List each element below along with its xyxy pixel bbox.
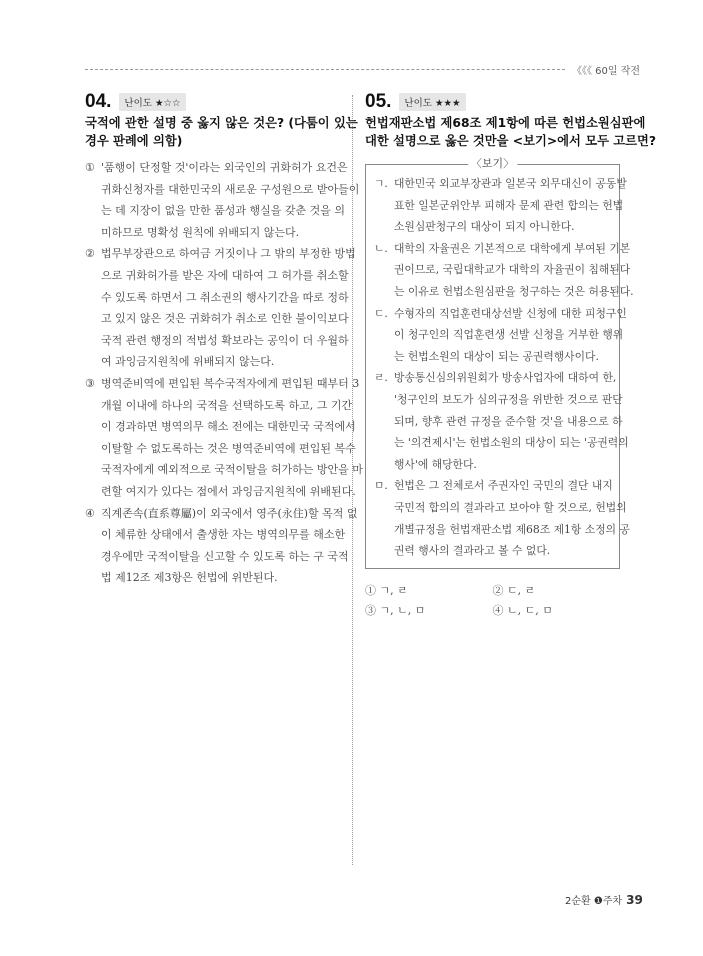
text-line: 방송통신심의위원회가 방송사업자에 대하여 한, xyxy=(394,371,617,385)
text-line: 권이므로, 국립대학교가 대학의 자율권이 침해된다 xyxy=(394,263,631,277)
text-line: 는 데 지장이 없을 만한 품성과 행실을 갖춘 것을 의 xyxy=(101,204,345,218)
text-line: 경우 판례에 의함) xyxy=(85,134,183,148)
text-line: '청구인의 보도가 심의규정을 위반한 것으로 판단 xyxy=(394,392,623,406)
running-title: 《《《 60일 작전 xyxy=(572,66,641,77)
example-item xyxy=(374,475,630,561)
text-line: 는 이유로 헌법소원심판을 청구하는 것은 허용된다. xyxy=(394,284,634,298)
text-line: 여 과잉금지원칙에 위배되지 않는다. xyxy=(101,355,275,369)
example-item-number: ㄹ. xyxy=(374,371,388,385)
text-line: 법무부장관으로 하여금 거짓이나 그 밖의 부정한 방법 xyxy=(101,247,356,261)
text-line: 표한 일본군위안부 피해자 문제 관련 합의는 헌법 xyxy=(394,198,624,212)
text-line: 개월 이내에 하나의 국적을 선택하도록 하고, 그 기간 xyxy=(101,398,353,412)
answer-choice[interactable]: ④ ㄴ, ㄷ, ㅁ xyxy=(492,603,553,617)
option-number: ② xyxy=(85,247,95,261)
text-line: 국적 관련 행정의 적법성 확보라는 공익이 더 우월하 xyxy=(101,333,349,347)
text-line: 련할 여지가 있다는 점에서 과잉금지원칙에 위배된다. xyxy=(101,484,356,498)
options-list xyxy=(85,157,363,589)
text-line: 헌법은 그 전체로서 주권자인 국민의 결단 내지 xyxy=(394,479,613,493)
text-line: 권력 행사의 결과라고 볼 수 없다. xyxy=(394,544,551,558)
example-item-number: ㄱ. xyxy=(374,177,388,190)
option[interactable] xyxy=(85,157,360,243)
page-footer xyxy=(565,892,643,907)
column-divider xyxy=(352,95,353,865)
text-line: 이 체류한 상태에서 출생한 자는 병역의무를 해소한 xyxy=(101,528,346,542)
example-item xyxy=(374,238,634,303)
text-line: 이 경과하면 병역의무 해소 전에는 대한민국 국적에서 xyxy=(101,420,356,434)
text-line: 행사'에 해당한다. xyxy=(394,457,477,471)
question-number: 05. xyxy=(365,91,392,112)
example-box xyxy=(365,157,634,569)
text-line: 병역준비역에 편입된 복수국적자에게 편입된 때부터 3 xyxy=(101,376,360,390)
header-rule xyxy=(85,69,565,70)
text-line: 는 헌법소원의 대상이 되는 공권력행사이다. xyxy=(394,349,599,363)
text-line: 수 있도록 하면서 그 취소권의 행사기간을 따로 정하 xyxy=(101,290,349,304)
text-line: 는 '의견제시'는 헌법소원의 대상이 되는 '공권력의 xyxy=(394,436,629,450)
question-text xyxy=(85,114,358,150)
text-line: 법 제12조 제3항은 헌법에 위반된다. xyxy=(101,571,278,585)
text-line: 대한민국 외교부장관과 일본국 외무대신이 공동발 xyxy=(394,177,627,190)
page-number: 39 xyxy=(626,893,643,907)
question-05 xyxy=(365,91,657,621)
text-line: 국적에 관한 설명 중 옳지 않은 것은? (다툼이 있는 xyxy=(85,116,358,130)
answer-choice[interactable]: ① ㄱ, ㄹ xyxy=(365,583,408,597)
text-line: 귀화신청자를 대한민국의 새로운 구성원으로 받아들이 xyxy=(101,182,360,196)
option-number: ③ xyxy=(85,376,95,390)
text-line: 미하므로 명확성 원칙에 위배되지 않는다. xyxy=(101,225,300,239)
text-line: 개별규정을 헌법재판소법 제68조 제1항 소정의 공 xyxy=(394,522,630,536)
text-line: 으로 귀화허가를 받은 자에 대하여 그 허가를 취소할 xyxy=(101,268,349,282)
answer-choices xyxy=(365,581,620,621)
text-line: 직계존속(直系尊屬)이 외국에서 영주(永住)할 목적 없 xyxy=(101,506,358,520)
text-line: 수형자의 직업훈련대상선발 신청에 대한 피청구인 xyxy=(394,306,627,320)
option-number: ④ xyxy=(85,506,95,520)
text-line: 국민적 합의의 결과라고 보아야 할 것으로, 헌법의 xyxy=(394,500,627,514)
example-box-title: 〈보기〉 xyxy=(468,156,517,172)
answer-choice[interactable]: ③ ㄱ, ㄴ, ㅁ xyxy=(365,603,426,617)
difficulty-badge: 난이도 ★★★ xyxy=(399,93,465,111)
text-line: '품행이 단정할 것'이라는 외국인의 귀화허가 요건은 xyxy=(101,161,348,174)
question-text xyxy=(365,114,657,150)
text-line: 대한 설명으로 옳은 것만을 <보기>에서 모두 고르면? xyxy=(365,134,657,148)
text-line: 이탈할 수 없도록하는 것은 병역준비역에 편입된 복수 xyxy=(101,441,356,455)
text-line: 경우에만 국적이탈을 신고할 수 있도록 하는 구 국적 xyxy=(101,549,349,563)
example-item xyxy=(374,173,627,238)
option[interactable] xyxy=(85,373,363,503)
text-line: 되며, 향후 관련 규정을 준수할 것'을 내용으로 하 xyxy=(394,414,623,428)
answer-choice[interactable]: ② ㄷ, ㄹ xyxy=(492,583,536,597)
option-number: ① xyxy=(85,161,95,174)
text-line: 국적자에게 예외적으로 국적이탈을 허가하는 방안을 마 xyxy=(101,463,363,477)
example-item-number: ㅁ. xyxy=(374,479,388,493)
option[interactable] xyxy=(85,503,358,589)
text-line: 대학의 자율권은 기본적으로 대학에게 부여된 기본 xyxy=(394,241,631,255)
example-item-number: ㄷ. xyxy=(374,306,388,320)
difficulty-badge: 난이도 ★☆☆ xyxy=(119,93,185,111)
question-number: 04. xyxy=(85,91,112,112)
text-line: 헌법재판소법 제68조 제1항에 따른 헌법소원심판에 xyxy=(365,116,646,130)
option[interactable] xyxy=(85,243,356,373)
example-item xyxy=(374,367,629,475)
example-item-number: ㄴ. xyxy=(374,241,388,255)
example-item xyxy=(374,303,627,368)
text-line: 소원심판청구의 대상이 되지 아니한다. xyxy=(394,220,575,234)
question-04 xyxy=(85,91,363,589)
footer-label: 2순환 ❶주차 xyxy=(565,896,623,907)
text-line: 고 있지 않은 것은 귀화허가 취소로 인한 불이익보다 xyxy=(101,312,349,326)
text-line: 이 청구인의 직업훈련생 선발 신청을 거부한 행위 xyxy=(394,328,624,342)
